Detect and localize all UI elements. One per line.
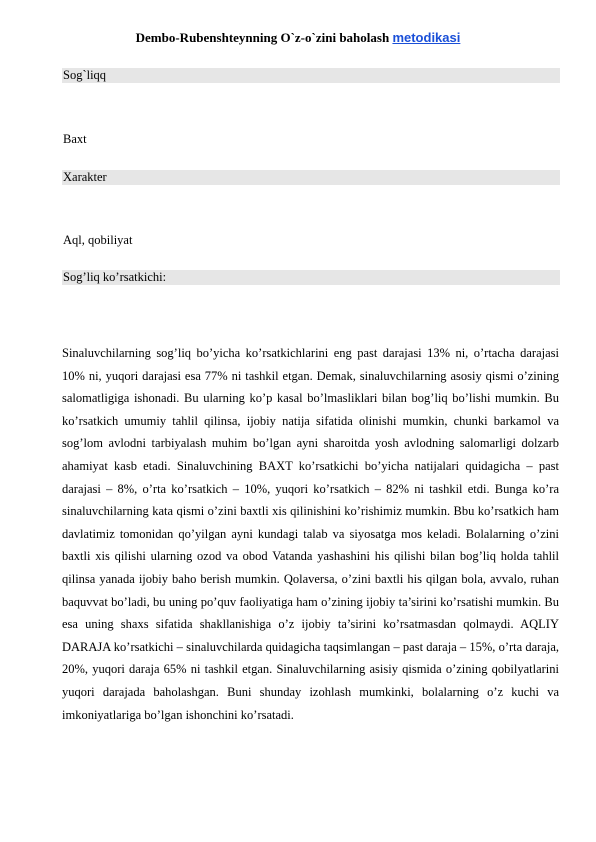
- field-sogliqq: [62, 68, 560, 83]
- field-sogliq-korsatkichi: [62, 270, 560, 285]
- field-xarakter: [62, 170, 560, 185]
- field-baxt: [62, 132, 560, 147]
- field-label: Xarakter: [63, 170, 107, 184]
- page-title: [0, 30, 596, 46]
- body-paragraph: Sinaluvchilarning sog’liq bo’yicha ko’rsatkichlarini eng past darajasi 13% ni, o’rtacha darajasi 10% ni, yuqori darajasi esa 77% ni tashkil etgan. Demak, sinaluvchilarning asosiy qismi o’zining salomatligiga ishonadi. Bu ularning ko’p kasal bo’lmasliklari bilan bog’liq bo’lishi mumkin. Bu ko’rsatkich umumiy tahlil qilinsa, ijobiy natija sifatida olinishi mumkin, chunki barkamol va sog’lom avlodni tarbiyalash muhim bo’lgan ayni sharoitda yosh avlodning salomarligi dolzarb ahamiyat kasb etadi. Sinaluvchining BAXT ko’rsatkichi bo’yicha natijalari quidagicha – past darajasi – 8%, o’rta ko’rsatkich – 10%, yuqori ko’rsatkich – 82% ni tashkil etdi. Bunga ko’ra sinaluvchilarning kata qismi o’zini baxtli xis qilinishini ko’rishimiz mumkin. Bbu ko’rsatkich ham davlatimiz tomonidan qo’yilgan ayni kundagi talab va siyosatga mos keladi. Bolalarning o’zini baxtli xis qilishi ularning ozod va obod Vatanda yashashini his qilishi bilan bog’liq holda tahlil qilinsa yanada ijobiy baho berish mumkin. Qolaversa, o’zini baxtli his qilgan bola, avvalo, ruhan baquvvat bo’ladi, bu uning po’quv faoliyatiga ham o’zining ijobiy ta’sirini ko’rsatishi mumkin. Bu esa uning shaxs sifatida shakllanishiga o’z ijobiy ta’sirini ko’rsatmasdan qolmaydi. AQLIY DARAJA ko’rsatkichi – sinaluvchilarda quidagicha taqsimlangan – past daraja – 15%, o’rta daraja, 20%, yuqori daraja 65% ni tashkil etgan. Sinaluvchilarning asisiy qismida o’zining qobilyatlarini yuqori darajada baholashgan. Buni shunday izohlash mumkinki, bolalarning o’z kuchi va imkoniyatlariga bo’lgan ishonchini ko’rsatadi.: [62, 346, 559, 722]
- field-label: Sog’liq ko’rsatkichi:: [63, 270, 167, 284]
- field-aql-qobiliyat: [62, 233, 560, 248]
- field-label: Baxt: [63, 132, 87, 146]
- metodikasi-link[interactable]: metodikasi: [392, 30, 461, 45]
- title-text: Dembo-Rubenshteynning O`z-o`zini baholash: [135, 30, 390, 45]
- field-label: Aql, qobiliyat: [63, 233, 133, 247]
- field-label: Sog`liqq: [63, 68, 107, 82]
